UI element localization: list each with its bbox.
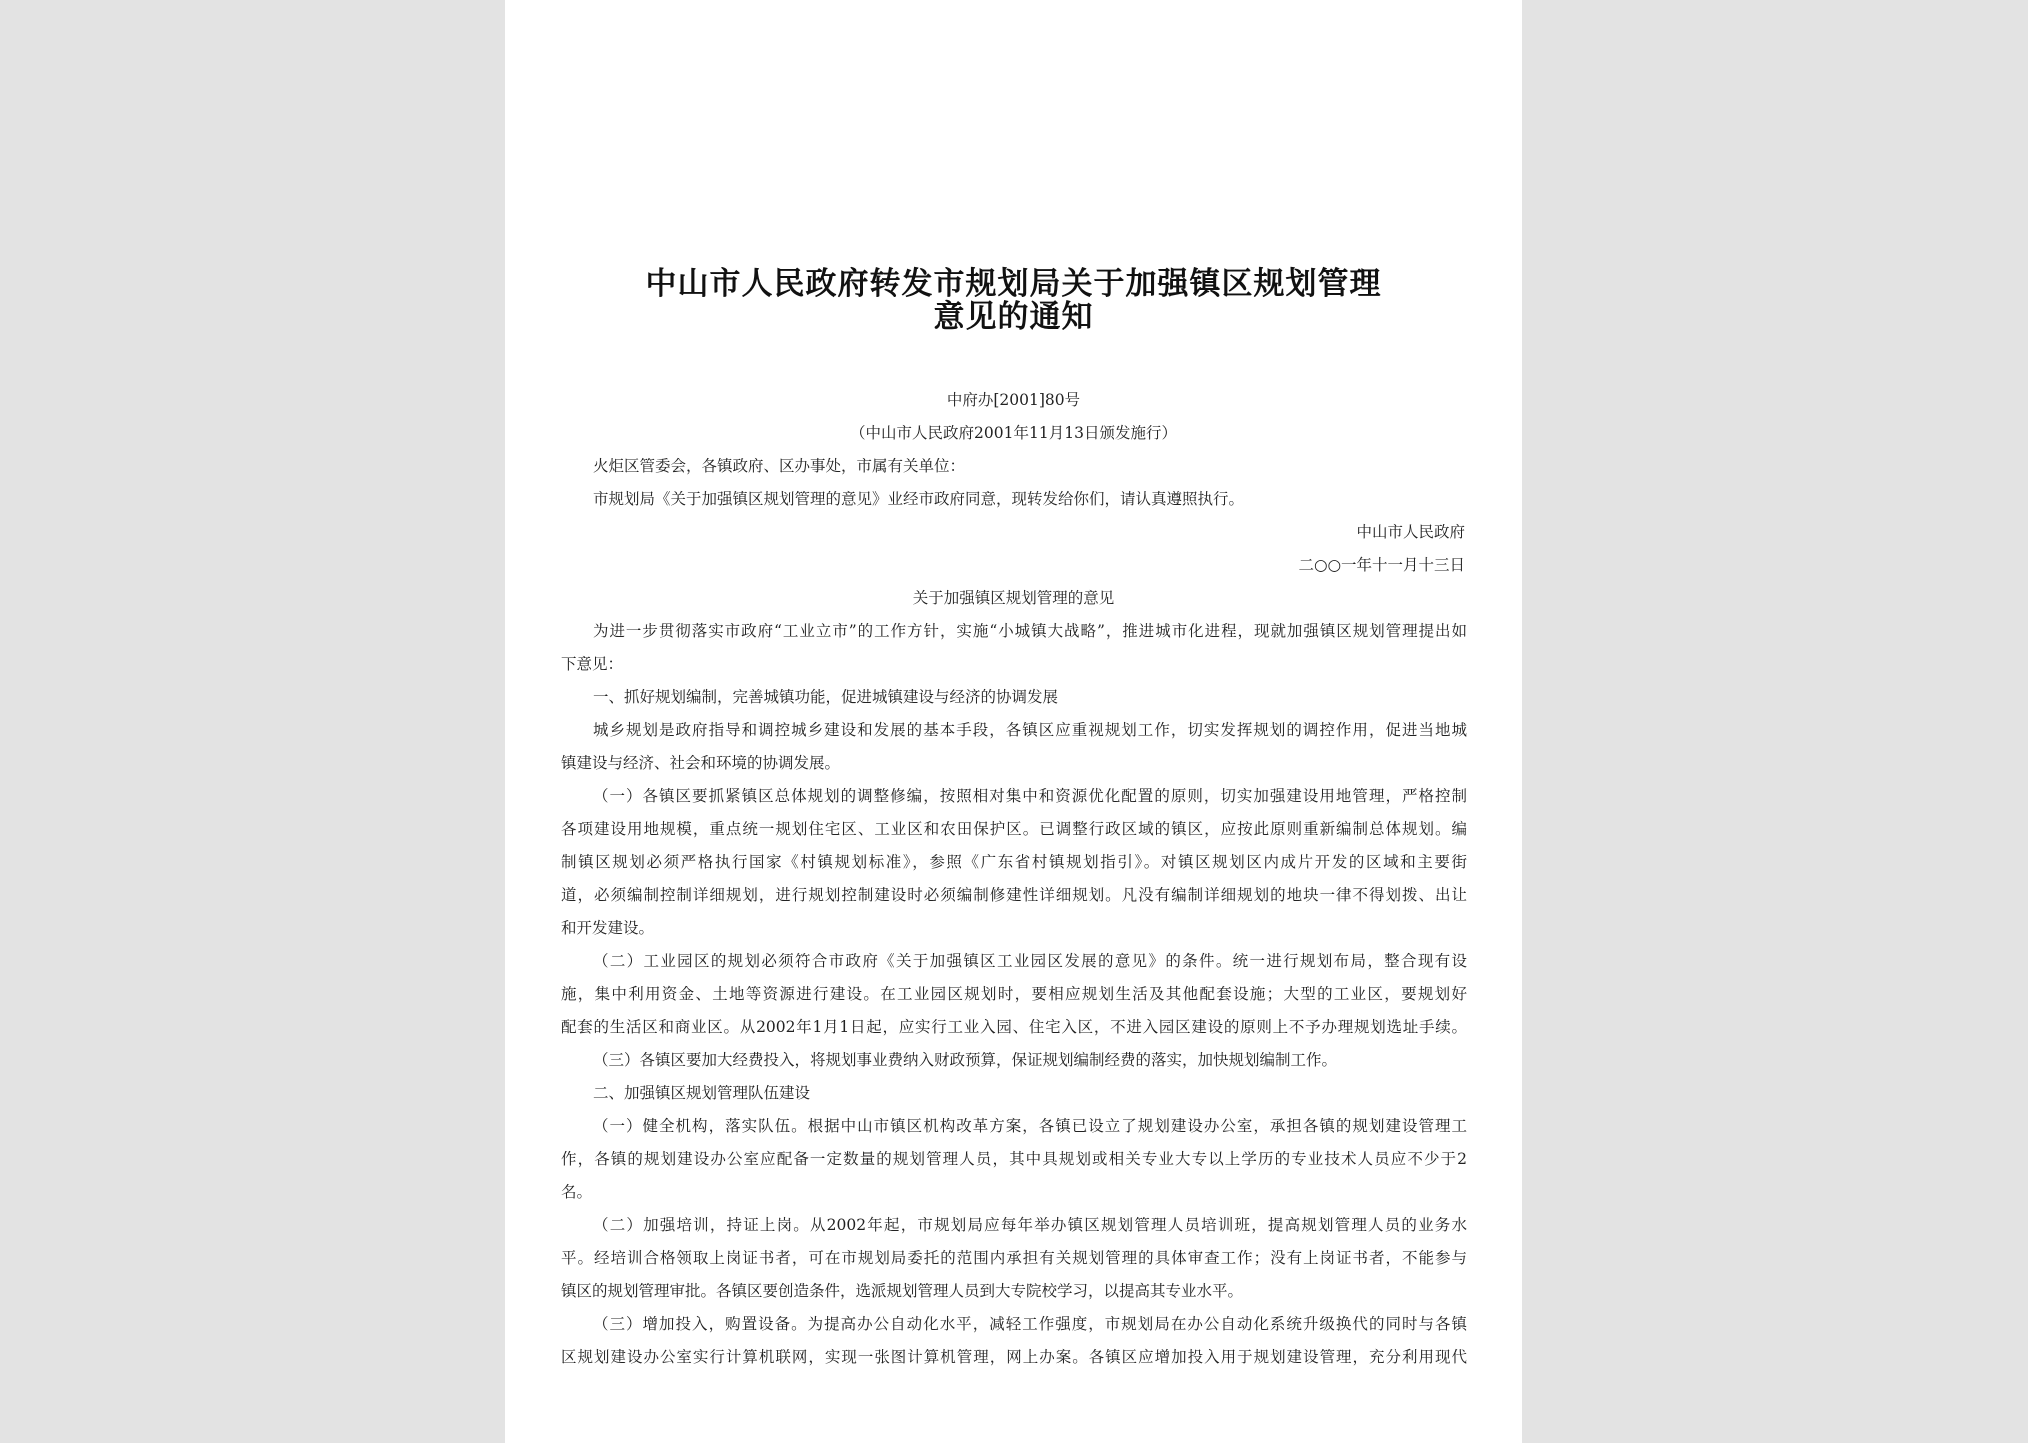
opinion-title: 关于加强镇区规划管理的意见 xyxy=(912,589,1115,607)
body-line: 区规划建设办公室实行计算机联网，实现一张图计算机管理，网上办案。各镇区应增加投入用于规划建设管理，充分利用现代 xyxy=(561,1348,1467,1366)
signature-date: 二○○一年十一月十三日 xyxy=(1298,556,1465,574)
body-line: 为进一步贯彻落实市政府“工业立市”的工作方针，实施“小城镇大战略”，推进城市化进程，现就加强镇区规划管理提出如 xyxy=(593,622,1467,640)
body-line: 道，必须编制控制详细规划，进行规划控制建设时必须编制修建性详细规划。凡没有编制详细规划的地块一律不得划拨、出让 xyxy=(561,886,1467,904)
document-title-line-2: 意见的通知 xyxy=(933,299,1094,335)
document-page xyxy=(505,0,1522,1443)
body-line: 制镇区规划必须严格执行国家《村镇规划标准》，参照《广东省村镇规划指引》。对镇区规划区内成片开发的区域和主要街 xyxy=(561,853,1467,871)
document-title-line-1: 中山市人民政府转发市规划局关于加强镇区规划管理 xyxy=(645,266,1382,302)
issue-note: （中山市人民政府2001年11月13日颁发施行） xyxy=(850,424,1177,442)
body-line: 各项建设用地规模，重点统一规划住宅区、工业区和农田保护区。已调整行政区域的镇区，应按此原则重新编制总体规划。编 xyxy=(561,820,1467,838)
body-line: 镇区的规划管理审批。各镇区要创造条件，选派规划管理人员到大专院校学习，以提高其专业水平。 xyxy=(561,1282,1244,1300)
body-line: （一）各镇区要抓紧镇区总体规划的调整修编，按照相对集中和资源优化配置的原则，切实加强建设用地管理，严格控制 xyxy=(593,787,1467,805)
body-line: （二）工业园区的规划必须符合市政府《关于加强镇区工业园区发展的意见》的条件。统一进行规划布局，整合现有设 xyxy=(593,952,1467,970)
body-line: 配套的生活区和商业区。从2002年1月1日起，应实行工业入园、住宅入区，不进入园区建设的原则上不予办理规划选址手续。 xyxy=(561,1018,1467,1036)
body-line: （二）加强培训，持证上岗。从2002年起，市规划局应每年举办镇区规划管理人员培训班，提高规划管理人员的业务水 xyxy=(593,1216,1467,1234)
addressee: 火炬区管委会，各镇政府、区办事处，市属有关单位： xyxy=(593,457,966,475)
body-line: 名。 xyxy=(561,1183,593,1201)
signature: 中山市人民政府 xyxy=(1356,523,1465,541)
body-line: 下意见： xyxy=(561,655,624,673)
body-line: （三）各镇区要加大经费投入，将规划事业费纳入财政预算，保证规划编制经费的落实，加快规划编制工作。 xyxy=(593,1051,1338,1069)
body-line: 镇建设与经济、社会和环境的协调发展。 xyxy=(561,754,841,772)
body-line: 施，集中利用资金、土地等资源进行建设。在工业园区规划时，要相应规划生活及其他配套设施；大型的工业区，要规划好 xyxy=(561,985,1467,1003)
body-line: 作，各镇的规划建设办公室应配备一定数量的规划管理人员，其中具规划或相关专业大专以上学历的专业技术人员应不少于2 xyxy=(561,1150,1467,1168)
document-number: 中府办[2001]80号 xyxy=(946,391,1081,409)
body-line: 城乡规划是政府指导和调控城乡建设和发展的基本手段，各镇区应重视规划工作，切实发挥规划的调控作用，促进当地城 xyxy=(593,721,1467,739)
body-line: 和开发建设。 xyxy=(561,919,655,937)
body-line: 平。经培训合格领取上岗证书者，可在市规划局委托的范围内承担有关规划管理的具体审查工作；没有上岗证书者，不能参与 xyxy=(561,1249,1467,1267)
forward-text: 市规划局《关于加强镇区规划管理的意见》业经市政府同意，现转发给你们，请认真遵照执行。 xyxy=(593,490,1245,508)
body-line: （三）增加投入，购置设备。为提高办公自动化水平，减轻工作强度，市规划局在办公自动化系统升级换代的同时与各镇 xyxy=(593,1315,1467,1333)
section-heading: 一、抓好规划编制，完善城镇功能，促进城镇建设与经济的协调发展 xyxy=(593,688,1059,706)
body-line: （一）健全机构，落实队伍。根据中山市镇区机构改革方案，各镇已设立了规划建设办公室，承担各镇的规划建设管理工 xyxy=(593,1117,1467,1135)
section-heading: 二、加强镇区规划管理队伍建设 xyxy=(593,1084,811,1102)
